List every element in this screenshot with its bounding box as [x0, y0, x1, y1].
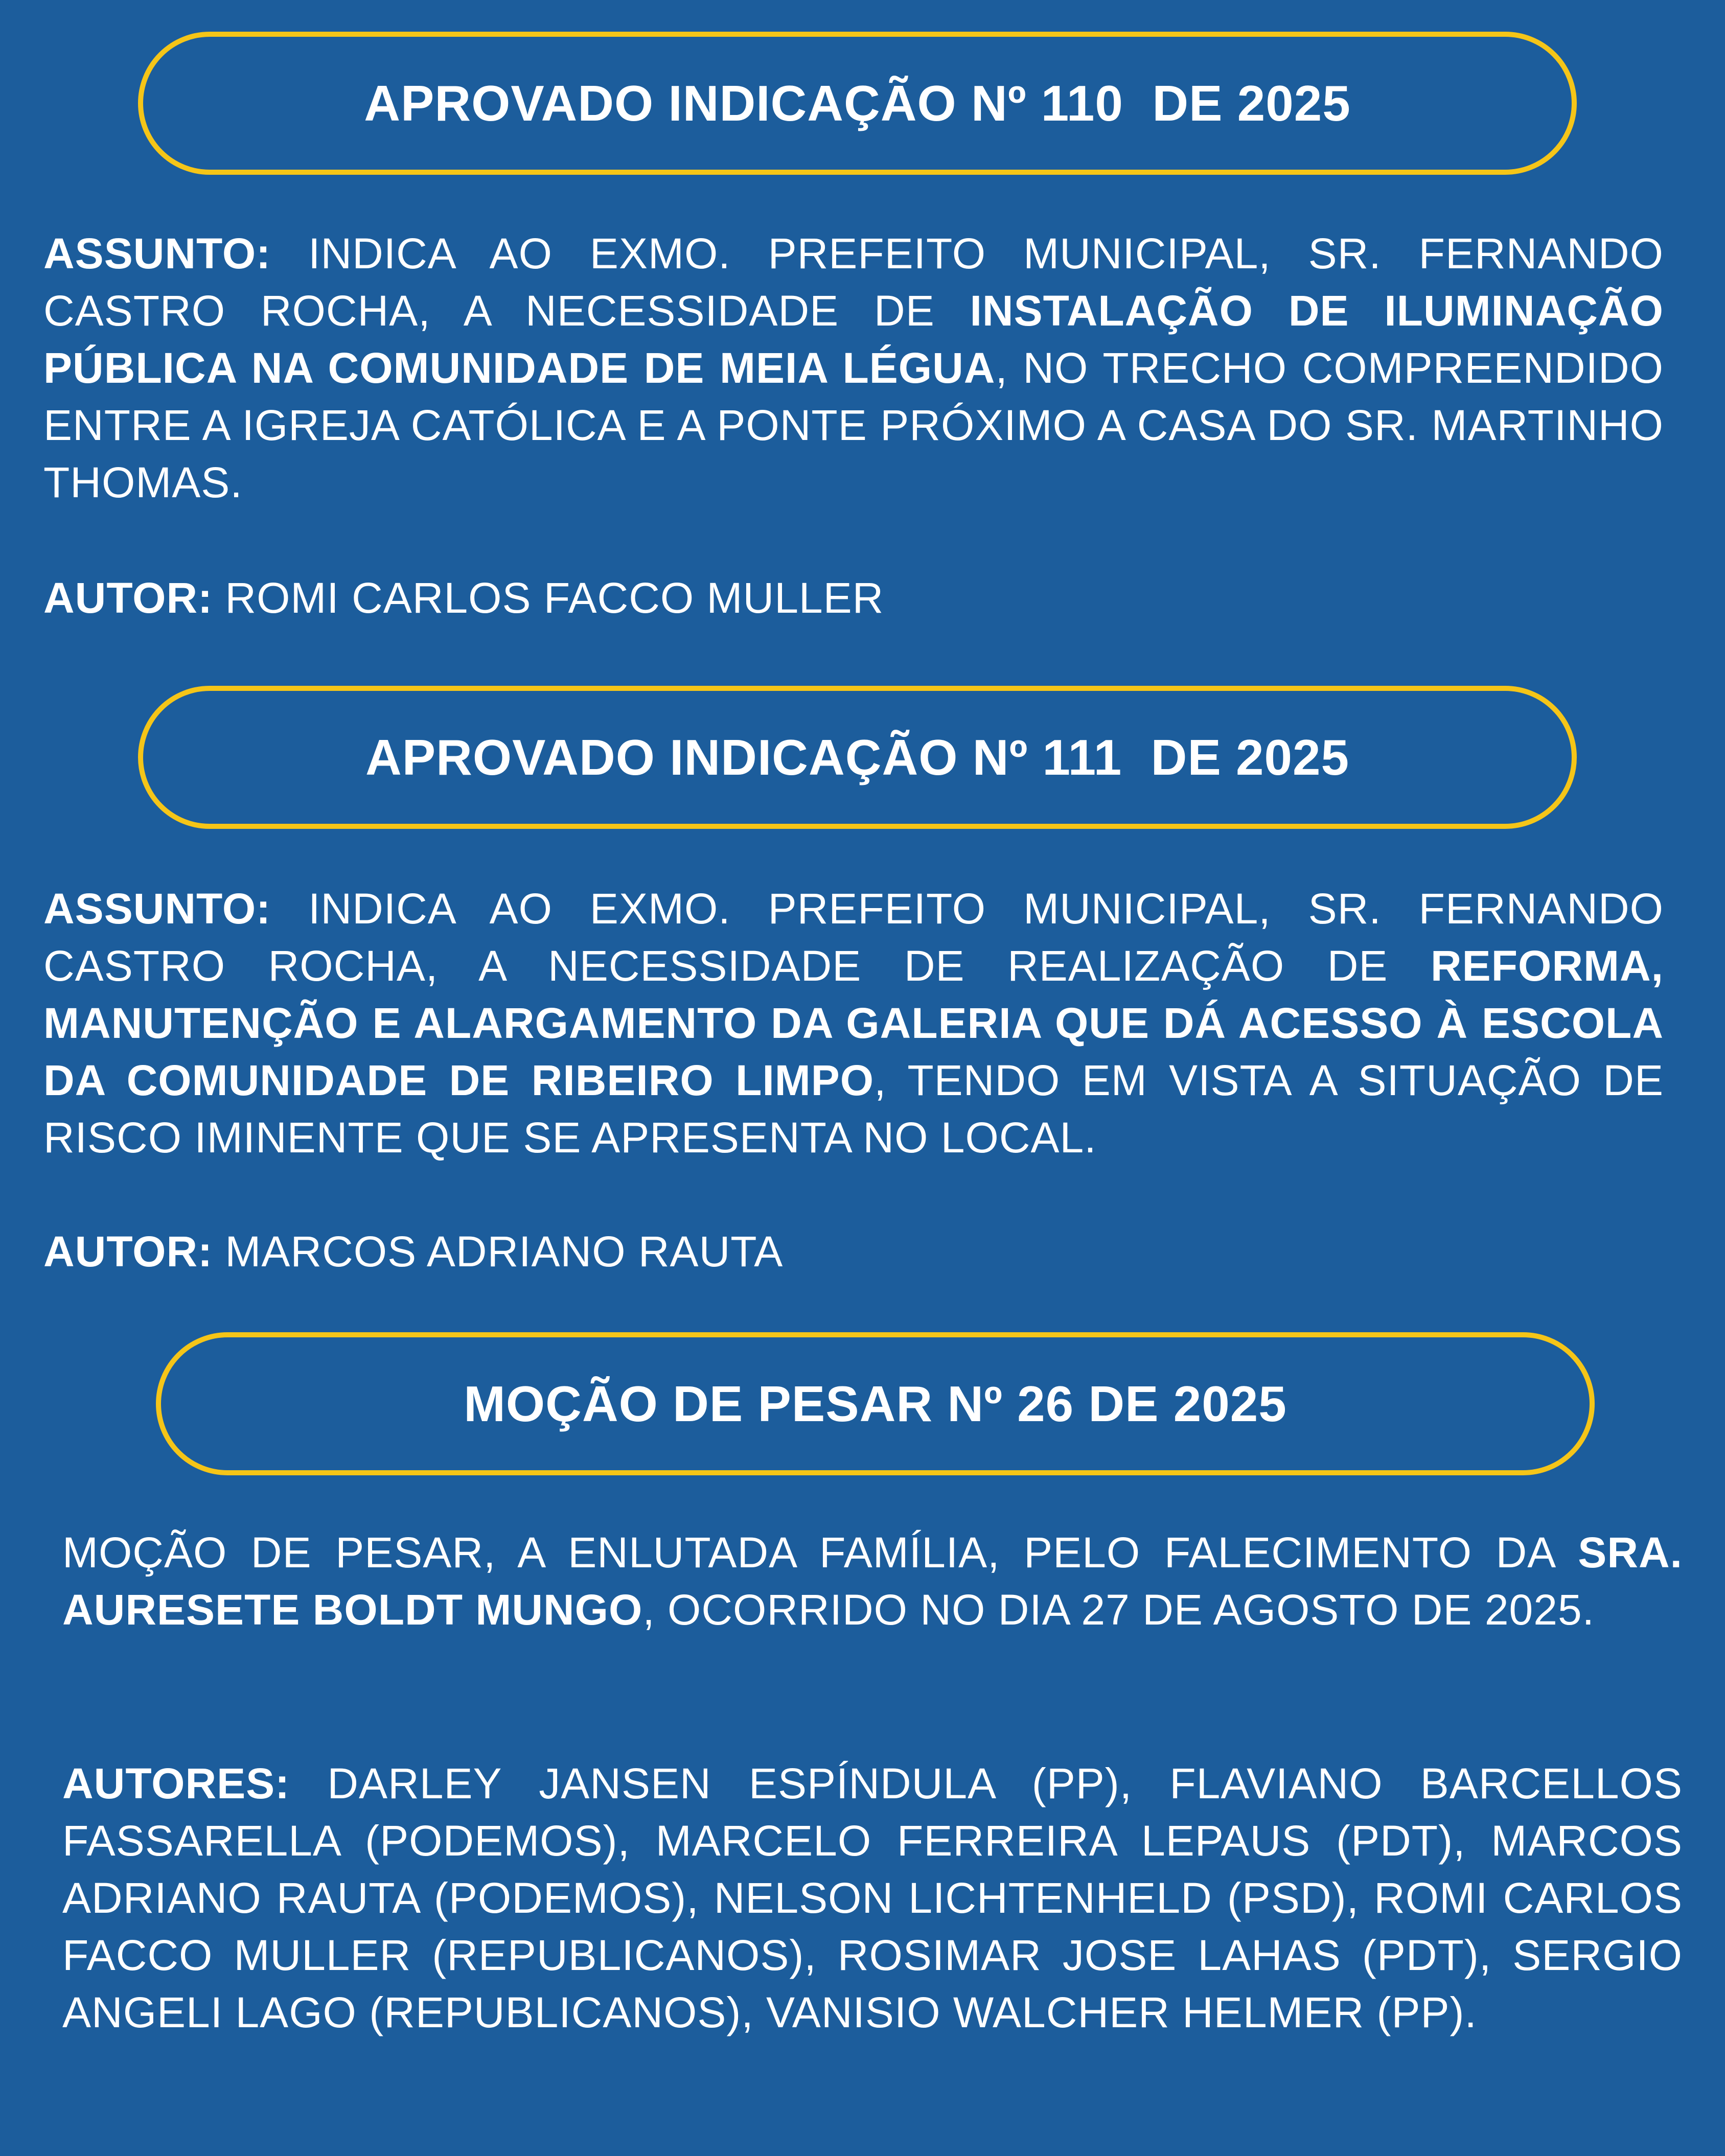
- section-2-title-banner: [138, 686, 1577, 829]
- section-3-title: MOÇÃO DE PESAR Nº 26 DE 2025: [464, 1375, 1287, 1432]
- section-2-title: APROVADO INDICAÇÃO Nº 111 DE 2025: [365, 729, 1350, 785]
- section-1-author-label: AUTOR:: [43, 574, 213, 622]
- section-2-subject-label: ASSUNTO:: [43, 885, 271, 933]
- section-2-subject-text-1: INDICA AO EXMO. PREFEITO MUNICIPAL, SR. FERNANDO CASTRO ROCHA, A NECESSIDADE DE REALIZAÇÃO DE: [43, 885, 1664, 990]
- section-3-authors-paragraph: [62, 1755, 1683, 2041]
- section-2-subject-paragraph: [43, 880, 1664, 1166]
- section-1-author-name: ROMI CARLOS FACCO MULLER: [213, 574, 884, 622]
- section-3-text: [62, 1524, 1683, 1638]
- section-3-authors-names: DARLEY JANSEN ESPÍNDULA (PP), FLAVIANO BARCELLOS FASSARELLA (PODEMOS), MARCELO FERREIRA LEPAUS (PDT), MARCOS ADRIANO RAUTA (PODEMOS), NELSON LICHTENHELD (PSD), ROMI CARLOS FACCO MULLER (REPUBLICANOS), ROSIMAR JOSE LAHAS (PDT), SERGIO ANGELI LAGO (REPUBLICANOS), VANISIO WALCHER HELMER (PP).: [62, 1759, 1683, 2036]
- section-3-title-banner: [156, 1332, 1595, 1475]
- section-3-text-2: , OCORRIDO NO DIA 27 DE AGOSTO DE 2025.: [642, 1586, 1595, 1634]
- section-1-subject-highlight: INSTALAÇÃO DE ILUMINAÇÃO PÚBLICA NA COMUNIDADE DE MEIA LÉGUA: [43, 287, 1664, 392]
- section-1-title: APROVADO INDICAÇÃO Nº 110 DE 2025: [364, 75, 1351, 131]
- section-3-text-highlight: SRA. AURESETE BOLDT MUNGO: [62, 1528, 1683, 1634]
- section-2-subject-text-2: , TENDO EM VISTA A SITUAÇÃO DE RISCO IMINENTE QUE SE APRESENTA NO LOCAL.: [43, 1056, 1664, 1162]
- section-2-subject-highlight: REFORMA, MANUTENÇÃO E ALARGAMENTO DA GALERIA QUE DÁ ACESSO À ESCOLA DA COMUNIDADE DE RIBEIRO LIMPO: [43, 942, 1664, 1104]
- section-1-subject: [43, 225, 1664, 511]
- section-3-authors-label: AUTORES:: [62, 1759, 290, 1807]
- section-3-paragraph: [62, 1524, 1683, 1638]
- section-2-author: [43, 1223, 783, 1280]
- section-2-subject: [43, 880, 1664, 1166]
- section-1-subject-paragraph: [43, 225, 1664, 511]
- section-1-subject-text-2: , NO TRECHO COMPREENDIDO ENTRE A IGREJA CATÓLICA E A PONTE PRÓXIMO A CASA DO SR. MARTINHO THOMAS.: [43, 344, 1664, 506]
- section-3-authors: [62, 1755, 1683, 2041]
- section-1-subject-text-1: INDICA AO EXMO. PREFEITO MUNICIPAL, SR. FERNANDO CASTRO ROCHA, A NECESSIDADE DE: [43, 229, 1664, 335]
- section-1-author: [43, 569, 884, 627]
- section-1-title-banner: [138, 32, 1577, 175]
- section-3-text-1: MOÇÃO DE PESAR, A ENLUTADA FAMÍLIA, PELO FALECIMENTO DA: [62, 1528, 1578, 1577]
- section-1-subject-label: ASSUNTO:: [43, 229, 271, 277]
- section-2-author-label: AUTOR:: [43, 1227, 213, 1276]
- section-2-author-name: MARCOS ADRIANO RAUTA: [213, 1227, 784, 1276]
